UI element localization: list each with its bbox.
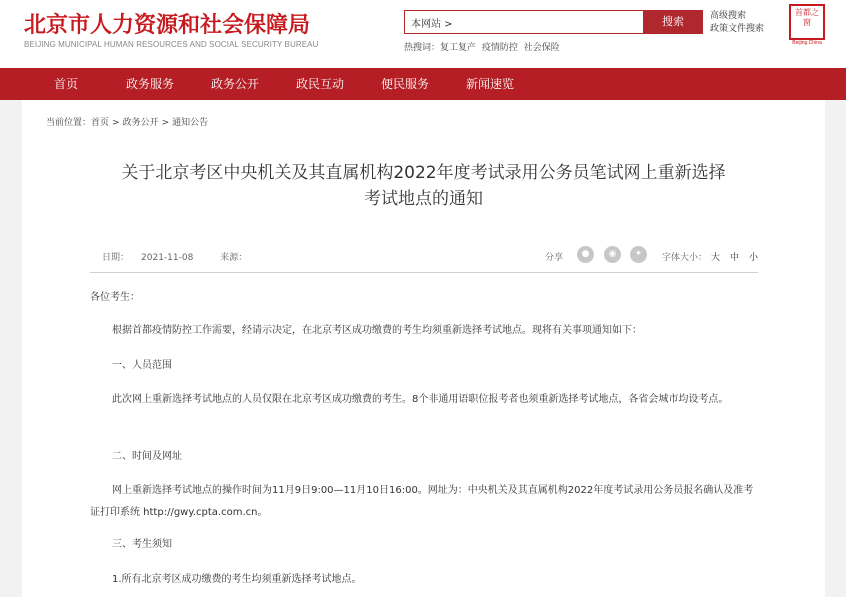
hot-words xyxy=(440,40,563,53)
article-paragraph: 网上重新选择考试地点的操作时间为11月9日9:00—11月10日16:00。网址为：中央机关及其直属机构2022年度考试录用公务员报名确认及准考证打印系统 http://gwy.cpta.com.cn。 xyxy=(90,485,754,518)
nav-item-interaction[interactable]: 政民互动 xyxy=(296,77,345,91)
hot-word-link[interactable]: 疫情防控 xyxy=(481,43,518,53)
article-title xyxy=(82,160,765,212)
font-size-medium[interactable]: 中 xyxy=(730,253,740,263)
hot-words-label: 热搜词： xyxy=(404,43,441,53)
capital-window-logo[interactable] xyxy=(789,4,825,40)
article-paragraph: 根据首都疫情防控工作需要，经请示决定，在北京考区成功缴费的考生均须重新选择考试地点。现将有关事项通知如下： xyxy=(112,325,642,336)
capital-window-logo-caption: Beijing.China xyxy=(792,40,822,46)
meta-divider xyxy=(90,272,758,273)
publish-date: 日期： 2021-11-08 xyxy=(102,253,194,263)
wechat-share-icon[interactable]: ● xyxy=(577,246,594,263)
site-logo-title[interactable]: 北京市人力资源和社会保障局 xyxy=(24,13,311,38)
font-size-small[interactable]: 小 xyxy=(749,253,759,263)
site-header xyxy=(0,0,846,68)
breadcrumb-home[interactable]: 首页 xyxy=(91,118,110,128)
share-label: 分享 xyxy=(545,253,564,263)
more-share-icon[interactable]: ✦ xyxy=(630,246,647,263)
article-meta xyxy=(102,250,259,263)
article-section-heading: 一、人员范围 xyxy=(112,360,172,371)
breadcrumb-separator: > xyxy=(112,118,120,128)
article-container xyxy=(22,100,825,597)
search-box xyxy=(404,10,644,34)
article-title-line: 关于北京考区中央机关及其直属机构2022年度考试录用公务员笔试网上重新选择 xyxy=(121,163,726,183)
article-paragraph: 此次网上重新选择考试地点的人员仅限在北京考区成功缴费的考生。8个非通用语职位报考者也须重新选择考试地点，各省会城市均设考点。 xyxy=(112,394,729,405)
nav-item-citizen-services[interactable]: 便民服务 xyxy=(381,77,430,91)
article-section-heading: 三、考生须知 xyxy=(112,539,172,550)
article-title-line: 考试地点的通知 xyxy=(364,189,483,209)
hot-word-link[interactable]: 社会保险 xyxy=(523,43,560,53)
hot-word-link[interactable]: 复工复产 xyxy=(440,43,477,53)
advanced-links xyxy=(710,10,764,36)
nav-item-home[interactable]: 首页 xyxy=(54,77,79,91)
font-size-label: 字体大小： xyxy=(662,253,708,263)
article-paragraph: 1.所有北京考区成功缴费的考生均须重新选择考试地点。 xyxy=(112,574,362,585)
article-paragraph: 各位考生： xyxy=(90,292,140,303)
search-input[interactable] xyxy=(405,11,643,33)
breadcrumb-label: 当前位置： xyxy=(46,118,92,128)
weibo-share-icon[interactable]: ◉ xyxy=(604,246,621,263)
breadcrumb-separator: > xyxy=(161,118,170,128)
breadcrumb xyxy=(46,115,208,128)
breadcrumb-gov-affairs[interactable]: 政务公开 xyxy=(122,118,159,128)
policy-search-link[interactable]: 政策文件搜索 xyxy=(710,24,765,34)
advanced-search-link[interactable]: 高级搜索 xyxy=(710,11,747,21)
site-logo-subtitle: BEIJING MUNICIPAL HUMAN RESOURCES AND SOCIAL SECURITY BUREAU xyxy=(24,40,319,49)
capital-window-logo-text: 首都之窗 xyxy=(795,8,819,27)
breadcrumb-notices[interactable]: 通知公告 xyxy=(172,118,209,128)
search-button[interactable]: 搜索 xyxy=(643,10,703,34)
nav-item-gov-services[interactable]: 政务服务 xyxy=(126,77,175,91)
nav-item-gov-affairs[interactable]: 政务公开 xyxy=(211,77,260,91)
nav-item-news[interactable]: 新闻速览 xyxy=(466,77,515,91)
article-section-heading: 二、时间及网址 xyxy=(112,451,182,462)
article-source: 来源： xyxy=(220,253,248,263)
font-size-large[interactable]: 大 xyxy=(711,253,721,263)
main-nav xyxy=(0,68,846,100)
